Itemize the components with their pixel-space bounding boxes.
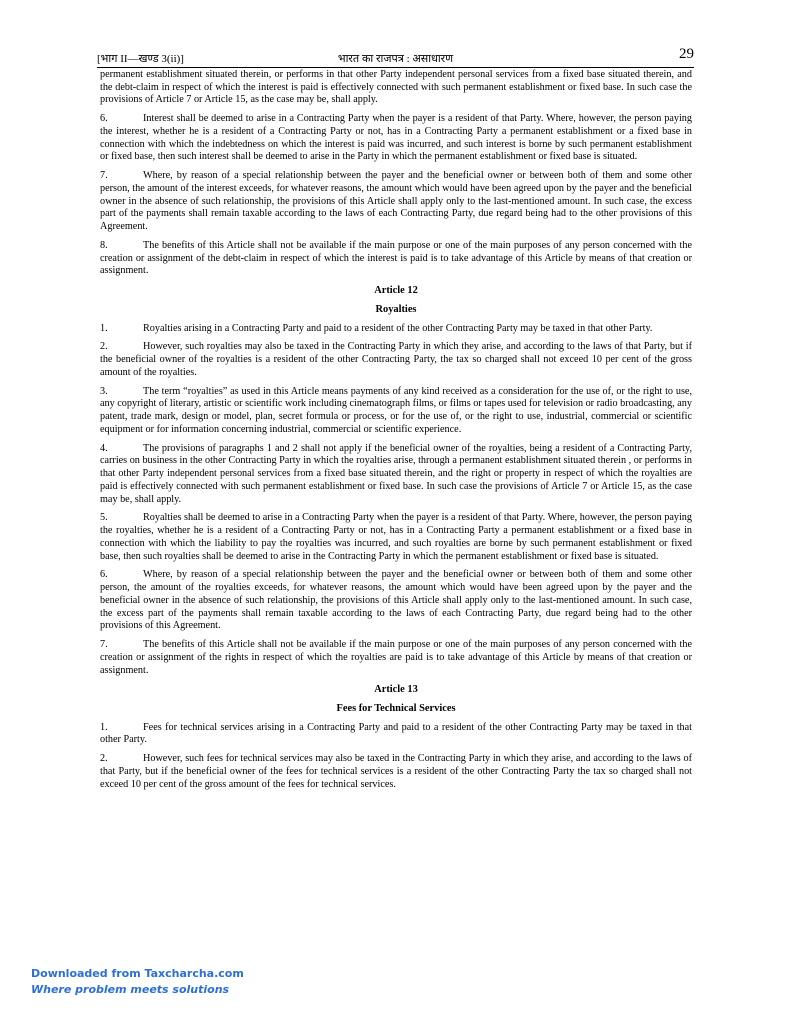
- paragraph-number: 6.: [100, 113, 108, 125]
- paragraph-number: 8.: [100, 240, 108, 251]
- paragraph-text: The benefits of this Article shall not be available if the main purpose or one of the main purposes of any person concerned with the creation or assignment of the rights in respect of which the royalties are paid is to take advantage of this Article by means of that creation or assignment.: [100, 639, 692, 676]
- paragraph-number: 4.: [100, 442, 108, 454]
- watermark-tagline: Where problem meets solutions: [31, 983, 230, 996]
- paragraph-text: However, such fees for technical services may also be taxed in the Contracting Party in which they arise, and according to the laws of that Party, but if the beneficial owner of the fees for technical services is a resident of the other Contracting Party the tax so charged shall not exceed 10 per cent of the gross amount of the fees for technical services.: [100, 753, 692, 790]
- paragraph-text: Interest shall be deemed to arise in a Contracting Party when the payer is a resident of that Party. Where, however, the person paying the interest, whether he is a resident of a Contracting Party or not, has in a Contracting Party a permanent establishment or a fixed base in connection with which the indebtedness on which the interest is paid was incurred, and such interest is borne by such permanent establishment or fixed base, then such interest shall be deemed to arise in the Party in which the permanent establishment or fixed base is situated.: [100, 113, 692, 163]
- article-13-heading: Article 13: [374, 684, 418, 696]
- paragraph: [100, 341, 692, 379]
- article-12-heading: Article 12: [374, 285, 418, 297]
- header-section: [भाग II—खण्ड 3(ii)]: [97, 53, 184, 65]
- paragraph: [100, 443, 692, 507]
- paragraph: [100, 753, 692, 791]
- paragraph: [100, 240, 692, 278]
- paragraph: [100, 386, 692, 437]
- paragraph: [100, 569, 692, 633]
- watermark-site-link[interactable]: Downloaded from Taxcharcha.com: [31, 967, 244, 980]
- paragraph: [100, 512, 692, 563]
- paragraph-text: However, such royalties may also be taxed in the Contracting Party in which they arise, and according to the laws of that Party, but if the beneficial owner of the royalties is a resident of the other Contracting Party, the tax so charged shall not exceed 10 per cent of the gross amount of the royalties.: [100, 341, 692, 378]
- paragraph-number: 3.: [100, 385, 108, 397]
- article-12-title: Royalties: [375, 303, 417, 315]
- paragraph-number: 1.: [100, 322, 108, 334]
- paragraph-text: Royalties arising in a Contracting Party and paid to a resident of the other Contracting Party may be taxed in that other Party.: [143, 322, 653, 334]
- paragraph: [100, 113, 692, 164]
- paragraph-text: Where, by reason of a special relationship between the payer and the beneficial owner or between both of them and some other person, the amount of the interest exceeds, for whatever reasons, the amount which would have been agreed upon by the payer and the beneficial owner in the absence of such relationship, the provisions of this Article shall apply only to the last-mentioned amount. In such case, the excess part of the payments shall remain taxable according to the laws of each Contracting Party, due regard being had to the other provisions of this Agreement.: [100, 170, 692, 233]
- paragraph-number: 1.: [100, 721, 108, 733]
- paragraph-number: 7.: [100, 639, 108, 651]
- paragraph: [100, 170, 692, 234]
- paragraph: [100, 323, 692, 336]
- article-13-title: Fees for Technical Services: [336, 702, 456, 714]
- paragraph-number: 7.: [100, 170, 108, 182]
- paragraph-text: The term “royalties” as used in this Article means payments of any kind received as a consideration for the use of, or the right to use, any copyright of literary, artistic or scientific work including cinematograph films, or films or tapes used for television or radio broadcasting, any patent, trade mark, design or model, plan, secret formula or process, or for the use of, or the right to use, industrial, commercial or scientific equipment or for information concerning industrial, commercial or scientific experience.: [100, 385, 692, 435]
- paragraph-text: Where, by reason of a special relationship between the payer and the beneficial owner or between both of them and some other person, the amount of the royalties exceeds, for whatever reasons, the amount which would have been agreed upon by the payer and the beneficial owner in the absence of such relationship, the provisions of this Article shall apply only to the last-mentioned amount. In such case, the excess part of the payments shall remain taxable according to the laws of each Contracting Party, due regard being had to the other provisions of this Agreement.: [100, 569, 692, 632]
- paragraph-text: The benefits of this Article shall not be available if the main purpose or one of the main purposes of any person concerned with the creation or assignment of the debt-claim in respect of which the interest is paid is to take advantage of this Article by means of that creation or assignment.: [100, 240, 692, 277]
- paragraph-number: 2.: [100, 341, 108, 353]
- paragraph-number: 6.: [100, 569, 108, 581]
- page-header: [97, 47, 694, 68]
- paragraph: [100, 639, 692, 677]
- document-body: [100, 69, 692, 798]
- intro-paragraph: permanent establishment situated therein, or performs in that other Party independent personal services from a fixed base situated therein, and the debt-claim in respect of which the interest is paid is effectively connected with such permanent establishment or fixed base. In such case the provisions of Article 7 or Article 15, as the case may be, shall apply.: [100, 69, 692, 106]
- paragraph-text: The provisions of paragraphs 1 and 2 shall not apply if the beneficial owner of the royalties, being a resident of a Contracting Party, carries on business in the other Contracting Party in which the royalties arise, through a permanent establishment situated therein , or performs in that other Party independent personal services from a fixed base situated therein, and the right or property in respect of which the royalties are paid is effectively connected with such permanent establishment or fixed base. In such case the provisions of Article 7 or Article 15, as the case may be, shall apply.: [100, 442, 692, 505]
- paragraph-number: 5.: [100, 512, 108, 524]
- page-number: 29: [679, 46, 694, 62]
- paragraph-number: 2.: [100, 753, 108, 765]
- watermark-footer: [31, 966, 244, 998]
- paragraph-text: Fees for technical services arising in a Contracting Party and paid to a resident of the other Contracting Party may be taxed in that other Party.: [100, 721, 692, 746]
- header-gazette-title: भारत का राजपत्र : असाधारण: [337, 53, 454, 65]
- paragraph-text: Royalties shall be deemed to arise in a Contracting Party when the payer is a resident of that Party. Where, however, the person paying the royalties, whether he is a resident of a Contracting Party or not, has in a Contracting Party a permanent establishment or a fixed base in connection with which the liability to pay the royalties was incurred, and such royalties are borne by such permanent establishment or fixed base, then such royalties shall be deemed to arise in the Contracting Party in which the permanent establishment or fixed base is situated.: [100, 512, 692, 562]
- paragraph: [100, 722, 692, 747]
